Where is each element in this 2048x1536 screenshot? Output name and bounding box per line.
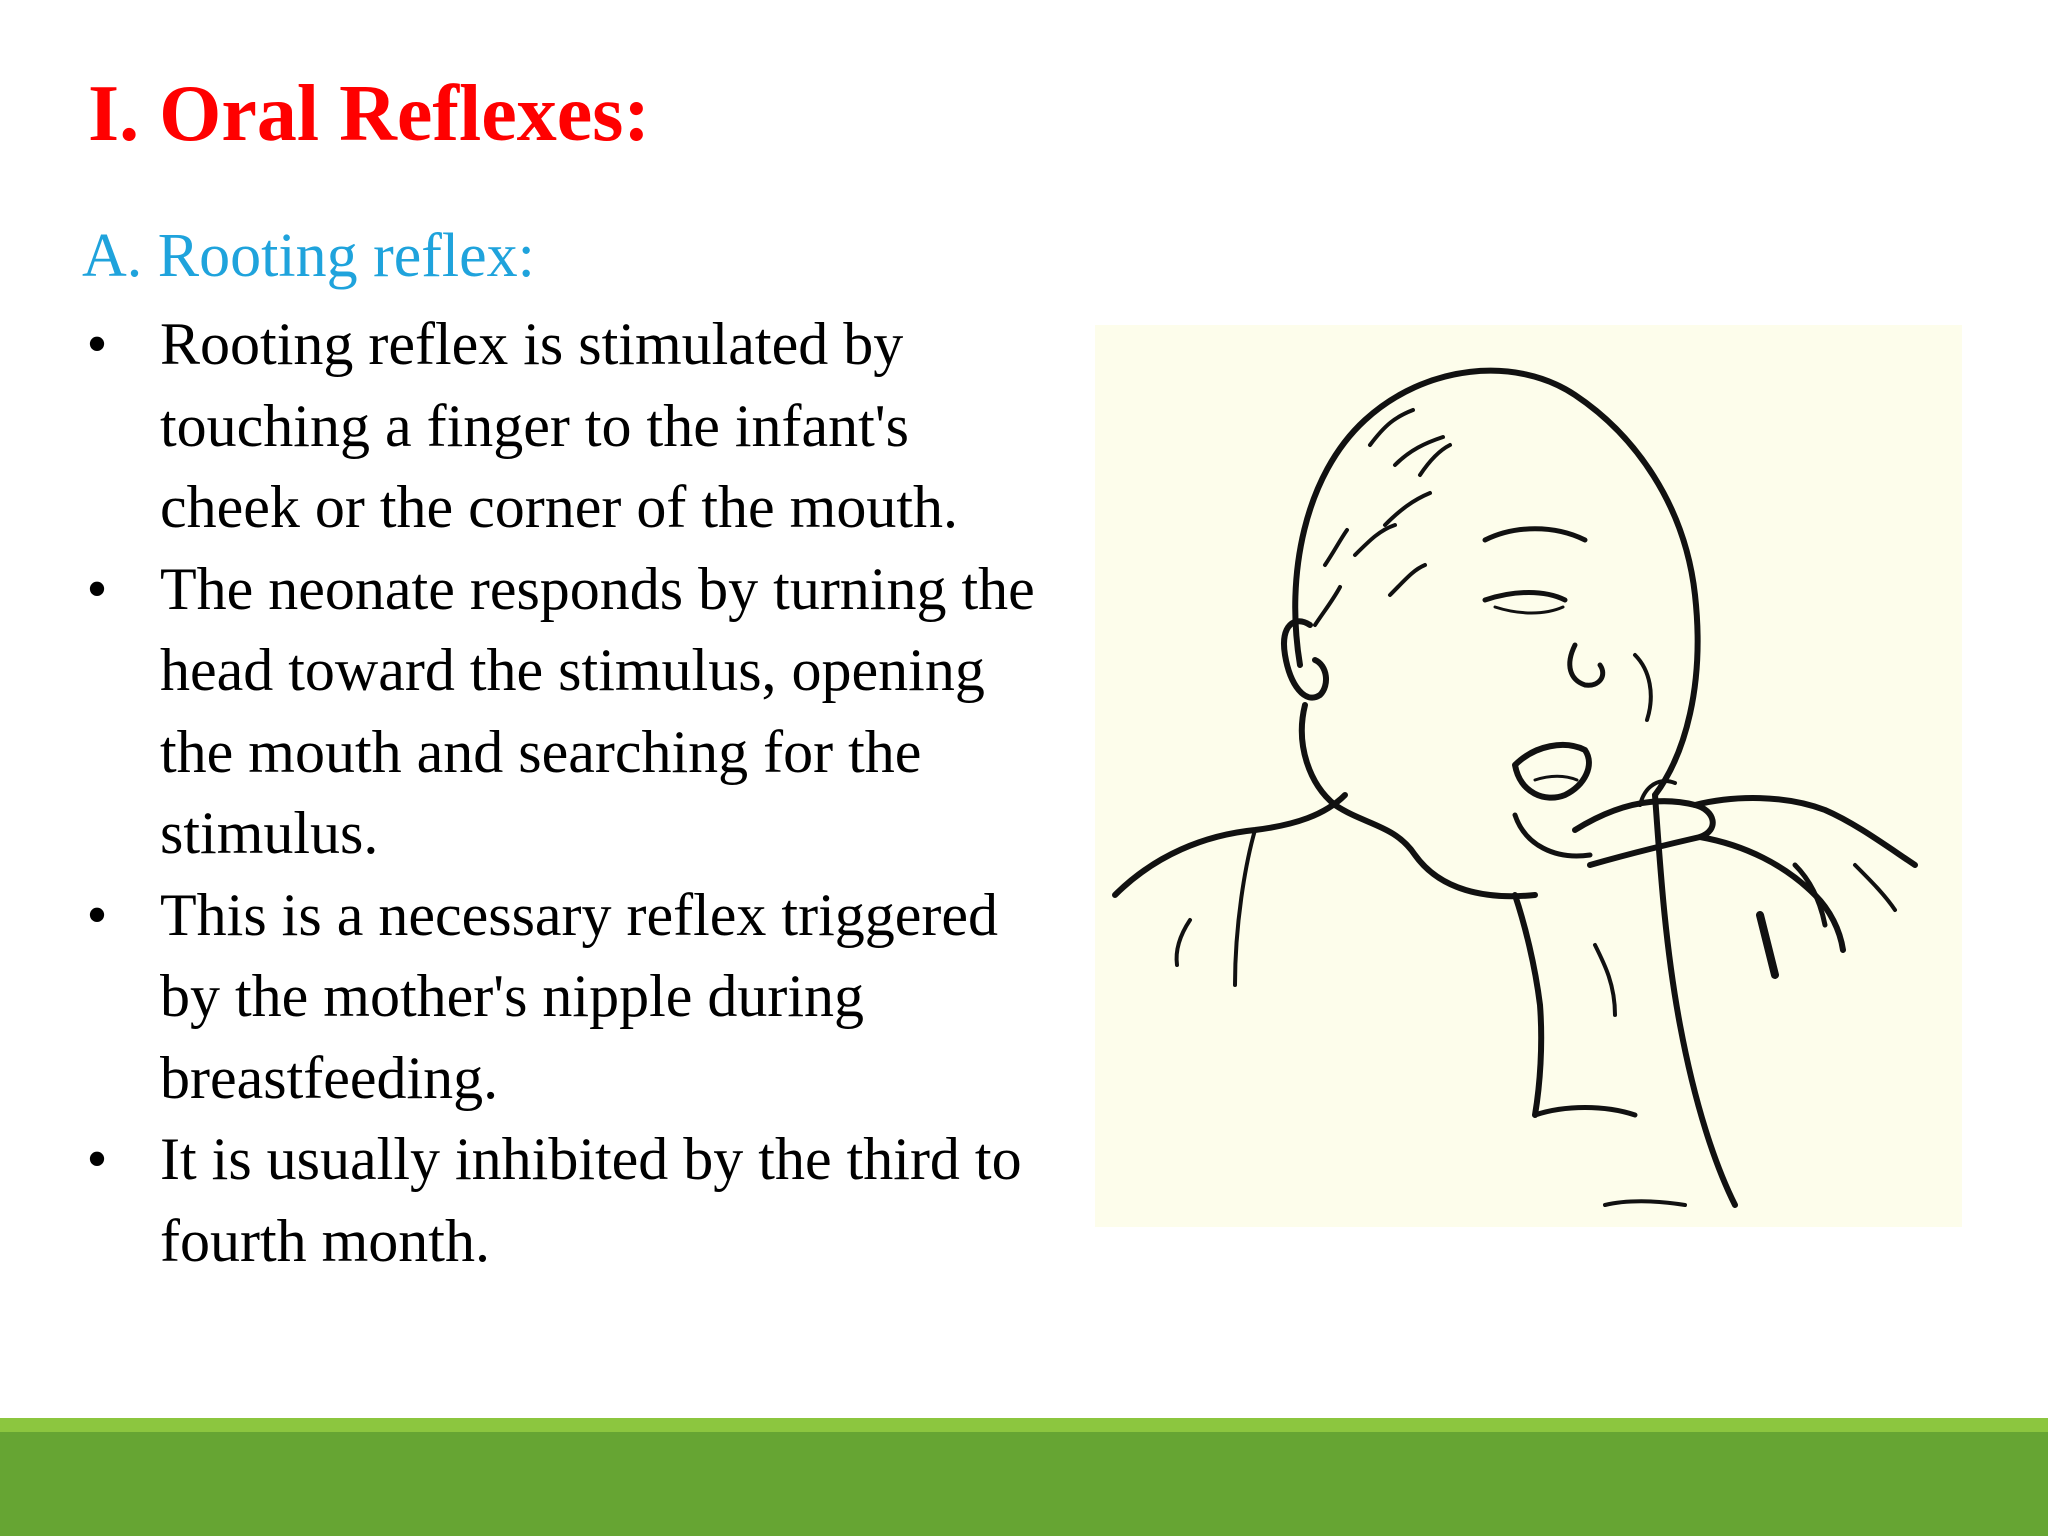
bullet-text: The neonate responds by turning the head toward the stimulus, opening the mouth and searching for the stimulus.: [160, 555, 1035, 866]
footer-accent-stripe: [0, 1418, 2048, 1432]
bullet-text: Rooting reflex is stimulated by touching a finger to the infant's cheek or the corner of the mouth.: [160, 311, 959, 540]
bullet-item: [82, 304, 1042, 549]
footer-bar: [0, 1432, 2048, 1536]
bullet-point-icon: •: [86, 311, 108, 377]
bullet-list: [82, 304, 1042, 1282]
bullet-point-icon: •: [86, 881, 108, 948]
bullet-point-icon: •: [86, 1126, 108, 1192]
bullet-text: This is a necessary reflex triggered by the mother's nipple during breastfeeding.: [160, 881, 998, 1111]
bullet-item: [82, 875, 1042, 1120]
bullet-text: It is usually inhibited by the third to fourth month.: [160, 1126, 1022, 1274]
section-subheading: A. Rooting reflex:: [82, 222, 535, 290]
bullet-point-icon: •: [86, 555, 108, 622]
infant-rooting-reflex-illustration: [1095, 325, 1962, 1227]
slide-title: I. Oral Reflexes:: [88, 70, 651, 158]
bullet-item: [82, 549, 1042, 875]
bullet-item: [82, 1119, 1042, 1282]
